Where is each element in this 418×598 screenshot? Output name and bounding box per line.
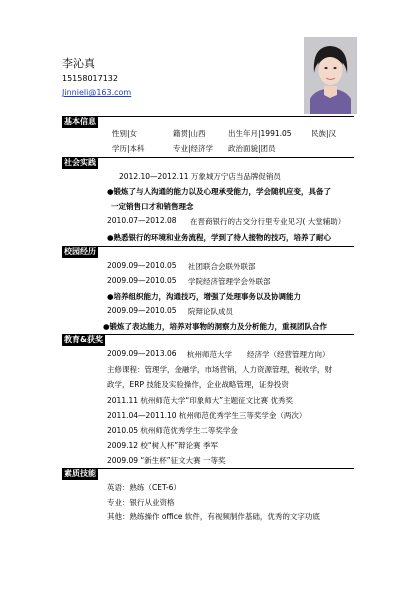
major-field: 专业|经济学	[173, 144, 214, 153]
social-job-1-point: ●锻炼了与人沟通的能力以及心理承受能力，学会随机应变，具备了	[107, 187, 332, 196]
campus-item-2-text: 学院经济管理学会外联部	[188, 277, 271, 286]
campus-item-2-point: ●培养组织能力，沟通技巧，增强了处理事务以及协调能力	[107, 292, 302, 301]
campus-item-1-date: 2009.09—2010.05	[107, 261, 177, 270]
award-item: 2011.04—2011.10 杭州师范优秀学生三等奖学金（两次）	[107, 411, 307, 420]
skill-english: 英语：熟练（CET-6）	[107, 483, 181, 492]
campus-item-3-date: 2009.09—2010.05	[107, 306, 177, 315]
birth-field: 出生年月|1991.05	[228, 129, 292, 138]
courses-line-2: 政学，ERP 技能及实验操作，企业战略管理，证券投资	[107, 380, 289, 389]
section-campus	[62, 246, 354, 256]
section-education-title: 教育&获奖	[64, 335, 103, 344]
profile-photo	[304, 37, 357, 114]
section-skills	[62, 468, 354, 478]
section-campus-title: 校园经历	[64, 247, 96, 256]
campus-item-3-text: 院辩论队成员	[188, 307, 233, 316]
section-skills-title: 素质技能	[64, 469, 96, 478]
social-job-2-date: 2010.07—2012.08	[107, 216, 177, 225]
person-name: 李沁真	[62, 57, 95, 70]
education-level-field: 学历|本科	[112, 144, 145, 153]
section-social-title: 社会实践	[64, 158, 96, 167]
skill-other: 其他：熟练操作 office 软件，有视频制作基础，优秀的文字功底	[107, 512, 320, 521]
campus-item-3-point: ●锻炼了表达能力，培养对事物的洞察力及分析能力，重视团队合作	[103, 322, 328, 331]
school-major: 经济学（经营管理方向）	[247, 350, 330, 359]
social-job-1-point-cont: 一定销售口才和销售理念	[111, 202, 194, 211]
political-status-field: 政治面貌|团员	[228, 144, 276, 153]
phone-number: 15158017132	[62, 74, 118, 83]
native-place-field: 籍贯|山西	[173, 129, 206, 138]
skill-professional: 专业：银行从业资格	[107, 498, 175, 507]
campus-item-2-date: 2009.09—2010.05	[107, 276, 177, 285]
section-basic-title: 基本信息	[64, 117, 96, 126]
section-education	[62, 334, 354, 344]
award-item: 2009.09 “新生杯”征文大赛 一等奖	[107, 456, 226, 465]
award-item: 2009.12 校“树人杯”辩论赛 季军	[107, 441, 219, 450]
school-name: 杭州师范大学	[187, 350, 232, 359]
ethnicity-field: 民族|汉	[311, 129, 337, 138]
school-date: 2009.09—2013.06	[107, 349, 177, 358]
award-item: 2011.11 杭州师范大学“印象师大”主题征文比赛 优秀奖	[107, 396, 294, 405]
social-job-2-point: ●熟悉银行的环境和业务流程，学到了待人接物的技巧，培养了耐心	[107, 233, 332, 242]
courses-line-1: 主修课程：管理学，金融学，市场营销，人力资源管理，税收学，财	[107, 365, 332, 374]
award-item: 2010.05 杭州师范优秀学生二等奖学金	[107, 426, 238, 435]
section-basic	[62, 116, 354, 126]
section-social	[62, 157, 354, 167]
gender-field: 性别|女	[112, 129, 138, 138]
campus-item-1-text: 社团联合会联外联部	[188, 262, 256, 271]
email-link[interactable]: Jinnieli@163.com	[62, 88, 132, 97]
social-job-1: 2012.10—2012.11 万象城万宁店当品牌促销员	[119, 172, 281, 181]
social-job-2-text: 在晋商银行的古交分行里专业见习( 大堂辅助）	[190, 217, 346, 226]
